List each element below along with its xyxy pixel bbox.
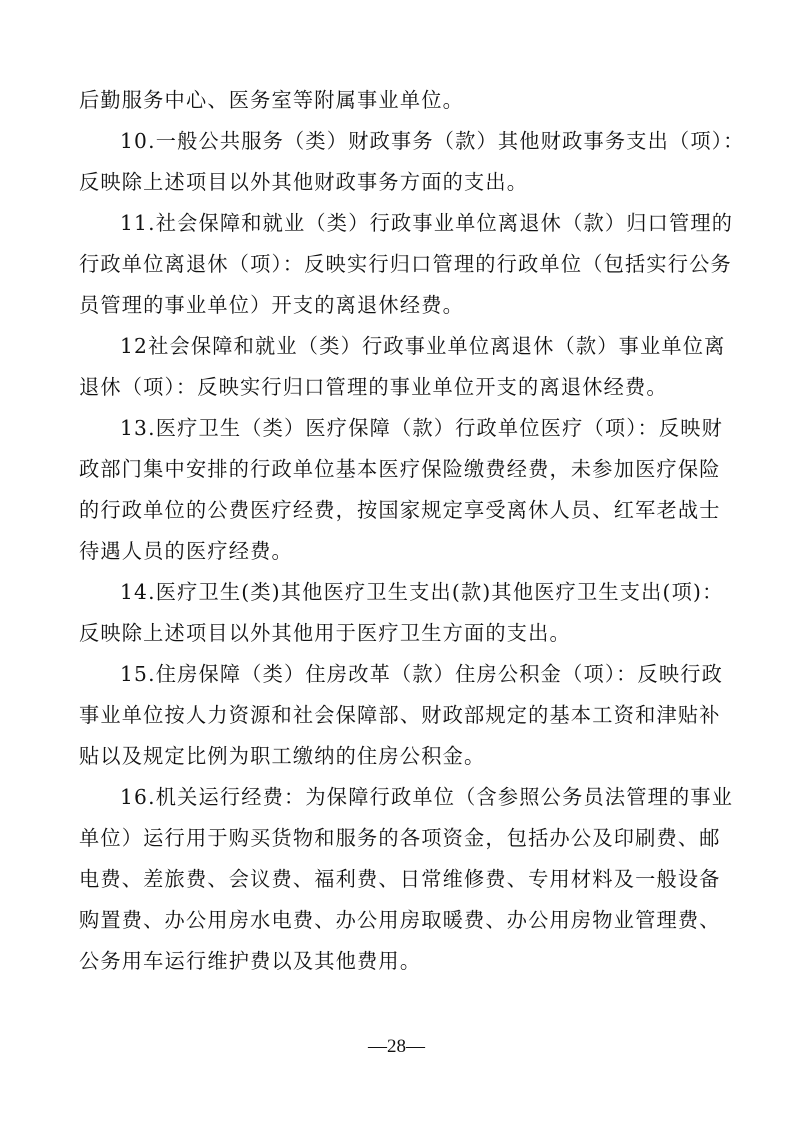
paragraph-16-line-3: 电费、差旅费、会议费、福利费、日常维修费、专用材料及一般设备 [79, 867, 721, 891]
paragraph-10-line-1: 10.一般公共服务（类）财政事务（款）其他财政事务支出（项）： [120, 129, 745, 153]
paragraph-14-line-1: 14.医疗卫生(类)其他医疗卫生支出(款)其他医疗卫生支出(项)： [120, 580, 724, 604]
paragraph-16-line-1: 16.机关运行经费：为保障行政单位（含参照公务员法管理的事业 [120, 785, 734, 809]
paragraph-12-line-2: 退休（项）：反映实行归口管理的事业单位开支的离退休经费。 [79, 375, 668, 399]
document-body [79, 80, 745, 982]
paragraph-16-line-5: 公务用车运行维护费以及其他费用。 [79, 949, 422, 973]
paragraph-10-line-2: 反映除上述项目以外其他财政事务方面的支出。 [79, 170, 529, 194]
paragraph-13-line-4: 待遇人员的医疗经费。 [79, 539, 293, 563]
paragraph-13-line-1: 13.医疗卫生（类）医疗保障（款）行政单位医疗（项）：反映财 [120, 416, 724, 440]
paragraph-16-line-2: 单位）运行用于购买货物和服务的各项资金，包括办公及印刷费、邮 [79, 826, 721, 850]
paragraph-11-line-3: 员管理的事业单位）开支的离退休经费。 [79, 293, 464, 317]
paragraph-15-line-1: 15.住房保障（类）住房改革（款）住房公积金（项）：反映行政 [120, 662, 724, 686]
text-line: 后勤服务中心、医务室等附属事业单位。 [79, 88, 464, 112]
paragraph-15-line-3: 贴以及规定比例为职工缴纳的住房公积金。 [79, 744, 486, 768]
paragraph-11-line-1: 11.社会保障和就业（类）行政事业单位离退休（款）归口管理的 [120, 211, 734, 235]
paragraph-13-line-3: 的行政单位的公费医疗经费，按国家规定享受离休人员、红军老战士 [79, 498, 721, 522]
paragraph-16-line-4: 购置费、办公用房水电费、办公用房取暖费、办公用房物业管理费、 [79, 908, 721, 932]
paragraph-13-line-2: 政部门集中安排的行政单位基本医疗保险缴费经费，未参加医疗保险 [79, 457, 721, 481]
paragraph-11-line-2: 行政单位离退休（项）：反映实行归口管理的行政单位（包括实行公务 [79, 252, 732, 276]
paragraph-15-line-2: 事业单位按人力资源和社会保障部、财政部规定的基本工资和津贴补 [79, 703, 721, 727]
paragraph-12-line-1: 12社会保障和就业（类）行政事业单位离退休（款）事业单位离 [120, 334, 726, 358]
paragraph-14-line-2: 反映除上述项目以外其他用于医疗卫生方面的支出。 [79, 621, 571, 645]
page-number: —28— [368, 1036, 425, 1057]
